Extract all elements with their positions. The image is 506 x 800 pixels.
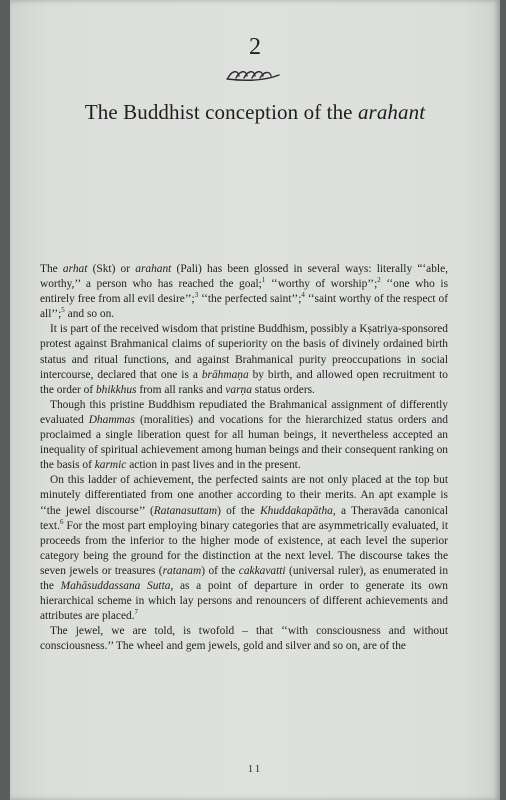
text-run: by birth, and allowed open recruitment to the order of [40,368,448,396]
text-run: ‘‘one who is entirely free from all evil desire’’; [40,278,449,306]
paragraph [40,624,448,654]
text-run: (Skt) or [87,263,136,275]
chapter-title [10,100,500,125]
italic-term: Ratanasuttam [153,504,218,517]
text-run: ) of the [201,564,239,577]
text-run: and so on. [64,308,115,321]
footnote-ref: 7 [134,608,139,617]
text-run: ‘‘worthy of worship’’; [265,278,378,291]
text-run: The jewel, we are told, is twofold – that ‘‘with consciousness and without consciousness.’’ The wheel and gem jewels, gold and silver and so on, are of the [40,625,448,653]
footnote-ref: 3 [194,291,199,300]
text-run: On this ladder of achievement, the perfected saints are not only placed at the top but minutely differentiated from one another according to their merits. An apt example is ‘‘the jewel discourse’’ ( [40,474,448,517]
text-run: , a Theravāda canonical text. [40,504,448,532]
text-run: It is part of the received wisdom that pristine Buddhism, possibly a Kṣatriya-sponsored protest against Brahmanical claims of superiority on the basis of divinely ordained birth status and ritual functions, and against Brahmanical purity preoccupations in social intercourse, declared that one is a [40,323,448,381]
italic-term: karmic [94,459,127,472]
footnote-ref: 4 [301,291,305,300]
page-number: 11 [247,763,263,775]
text-run: status orders. [251,383,315,396]
italic-term: varṇa [225,383,252,396]
text-run: (Pali) has been glossed in several ways: literally “‘able, worthy,’’ a person who has reached the goal; [40,263,448,291]
italic-term: Dhammas [88,413,135,426]
text-run: The [40,263,63,275]
italic-term: Mahāsuddassana Sutta [60,579,171,592]
italic-term: brāhmaṇa [201,368,249,381]
text-run: (moralities) and vocations for the hierarchized status orders and proclaimed a single liberation quest for all human beings, it nevertheless accepted an inequality of spiritual achievement among human beings and their consequent ranking on the basis of [40,413,448,472]
footnote-ref: 5 [61,306,65,315]
footnote-ref: 6 [59,517,64,526]
body-text [40,262,448,654]
text-run: , as a point of departure in order to generate its own hierarchical scheme in which lay persons and renouncers of different achievements and attributes are placed. [40,579,448,623]
chapter-title-italic: arahant [357,100,426,124]
text-run: For the most part employing binary categories that are asymmetrically evaluated, it proceeds from the inferior to the higher mode of existence, at each level the superior category being the ground for the distinction at the next level. The discourse takes the seven jewels or treasures ( [40,519,448,577]
book-page [10,0,500,800]
footnote-ref: 1 [261,276,266,285]
paragraph [40,322,448,397]
paragraph [40,398,448,473]
italic-term: ratanam [162,564,202,577]
text-run: ‘‘the perfected saint’’; [198,293,302,306]
paragraph [40,262,448,322]
text-run: ) of the [217,504,261,517]
text-run: (universal ruler), as enumerated in the [40,564,449,592]
footnote-ref: 2 [377,276,381,285]
text-run: from all ranks and [136,383,226,396]
chapter-title-text: The Buddhist conception of the [84,100,353,124]
italic-term: bhikkhus [95,383,137,396]
chapter-number: 2 [249,34,261,60]
ornament-icon [224,66,282,84]
italic-term: cakkavatti [238,564,286,577]
text-run: ‘‘saint worthy of the respect of all’’; [40,293,448,321]
text-run: Though this pristine Buddhism repudiated the Brahmanical assignment of differently evaluated [40,398,448,426]
text-run: action in past lives and in the present. [126,459,301,472]
italic-term: arahant [135,263,172,275]
italic-term: Khuddakapātha [260,504,333,517]
paragraph [40,473,448,624]
italic-term: arhat [62,263,88,275]
